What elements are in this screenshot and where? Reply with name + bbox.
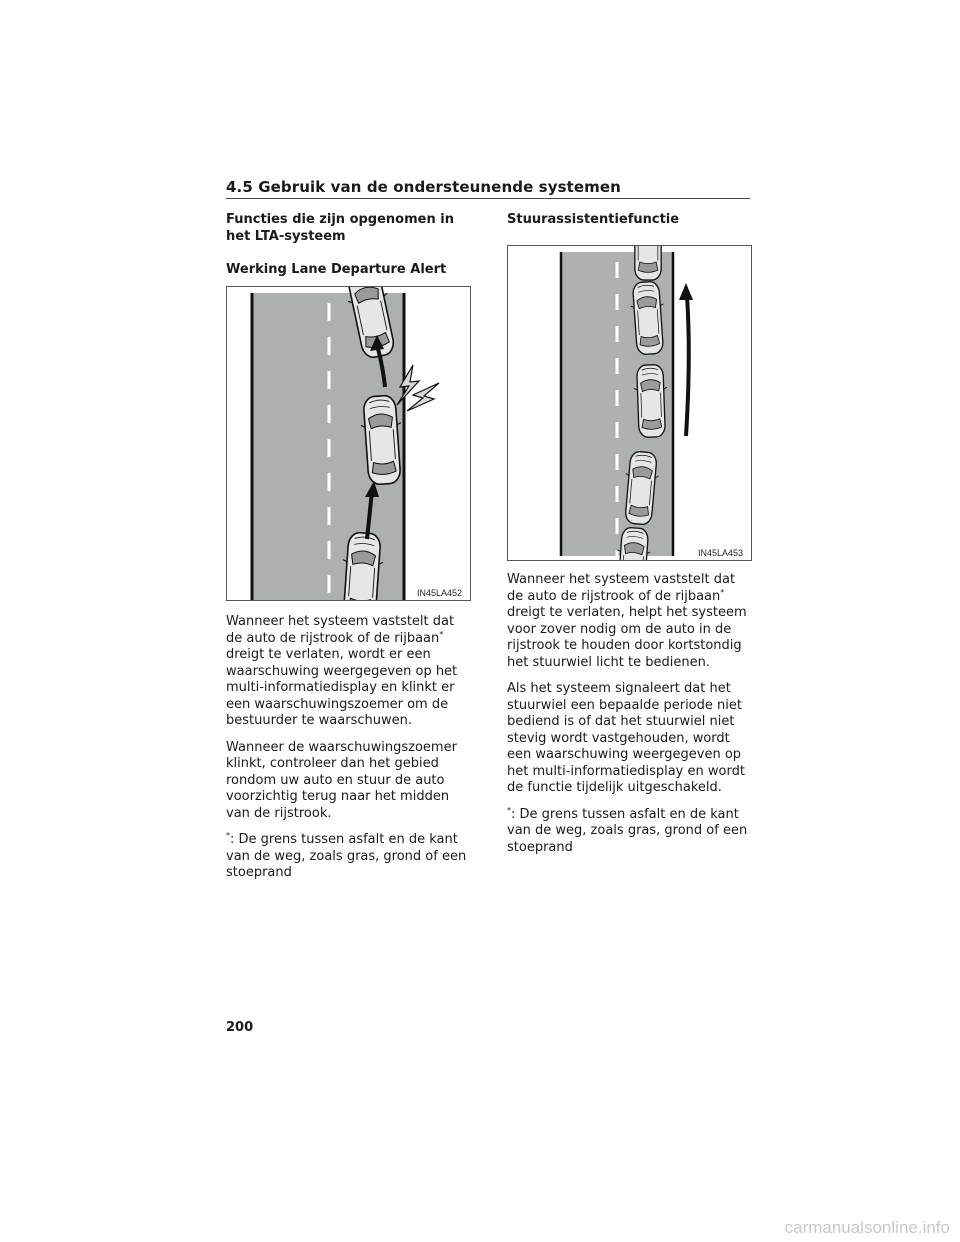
figure-code: IN45LA452 bbox=[416, 588, 462, 598]
section-title: 4.5 Gebruik van de ondersteunende systemen bbox=[226, 178, 621, 196]
footnote-marker: * bbox=[439, 629, 444, 639]
subsection-heading: Werking Lane Departure Alert bbox=[226, 262, 447, 277]
watermark: carmanualsonline.info bbox=[784, 1218, 950, 1237]
arrow-head-icon bbox=[679, 283, 693, 300]
lane-departure-alert-illustration bbox=[227, 287, 470, 600]
steering-assist-illustration bbox=[508, 246, 751, 560]
paragraph: Wanneer het systeem vaststelt dat de auto de rijstrook of de rijbaan* dreigt te verlaten, helpt het systeem voor zover nodig om de auto in de rijstrook te houden door kortstondig het stuurwiel licht te bedienen. bbox=[507, 572, 747, 670]
right-body bbox=[507, 572, 753, 856]
footnote-marker: * bbox=[720, 587, 725, 597]
arrow-path bbox=[686, 296, 689, 436]
car-position bbox=[632, 246, 665, 280]
section-heading: Functies die zijn opgenomen in het LTA-systeem bbox=[226, 212, 454, 244]
lane-departure-alert-figure bbox=[226, 286, 471, 601]
right-column bbox=[507, 211, 752, 228]
steering-assist-figure bbox=[507, 245, 752, 561]
figure-code: IN45LA453 bbox=[697, 548, 743, 558]
left-body bbox=[226, 614, 472, 882]
left-column bbox=[226, 211, 471, 278]
car-position bbox=[633, 364, 668, 437]
page-header bbox=[226, 178, 750, 199]
paragraph: Wanneer de waarschuwingszoemer klinkt, controleer dan het gebied rondom uw auto en stuur de auto voorzichtig terug naar het midden van de rijstrook. bbox=[226, 739, 457, 821]
section-heading: Stuurassistentiefunctie bbox=[507, 212, 680, 227]
page-number: 200 bbox=[226, 1020, 254, 1035]
footnote: *: De grens tussen asfalt en de kant van de weg, zoals gras, grond of een stoeprand bbox=[226, 831, 467, 880]
paragraph: Wanneer het systeem vaststelt dat de auto de rijstrook of de rijbaan* dreigt te verlaten, wordt er een waarschuwing weergegeven op het multi-informatiedisplay en klinkt er een waarschuwingszoemer om de bestuurder te waarschuwen. bbox=[226, 614, 458, 728]
footnote: *: De grens tussen asfalt en de kant van de weg, zoals gras, grond of een stoeprand bbox=[507, 805, 748, 855]
paragraph: Als het systeem signaleert dat het stuurwiel een bepaalde periode niet bediend is of dat het stuurwiel niet stevig wordt vastgehouden, wordt een waarschuwing weergegeven op het multi-informatiedisplay en wordt de functie tijdelijk uitgeschakeld. bbox=[507, 681, 745, 795]
